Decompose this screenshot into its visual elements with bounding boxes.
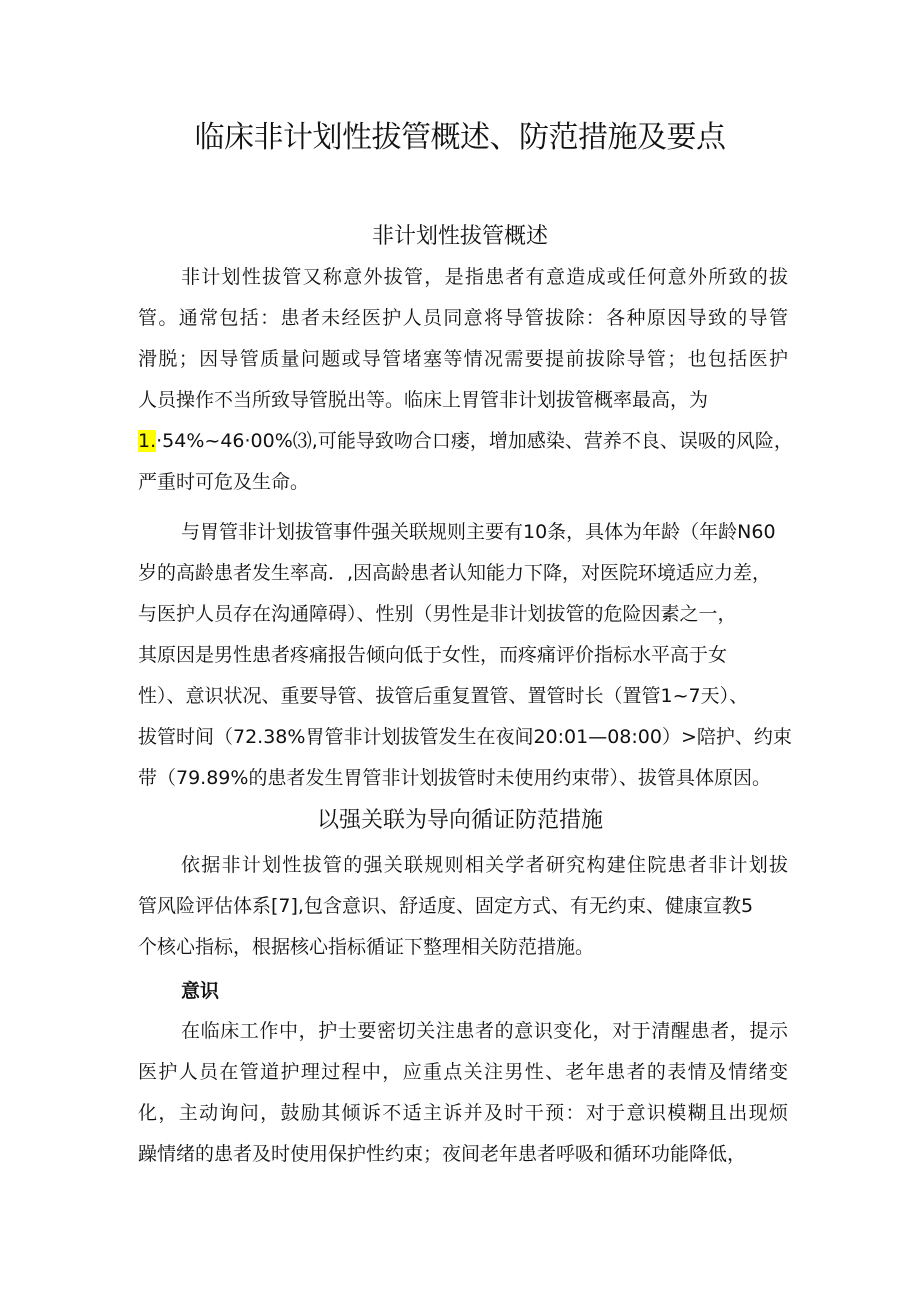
subsection-heading-consciousness: 意识 — [181, 980, 220, 1002]
paragraph-line: 与胃管非计划拔管事件强关联规则主要有10条，具体为年龄（年龄N60 — [181, 521, 776, 543]
paragraph-overview-1 — [138, 257, 793, 503]
paragraph-line: 医护人员在管道护理过程中，应重点关注男性、老年患者的表情及情绪变 — [138, 1061, 788, 1083]
paragraph-line: 滑脱；因导管质量问题或导管堵塞等情况需要提前拔除导管；也包括医护 — [138, 348, 788, 370]
paragraph-line: 人员操作不当所致导管脱出等。临床上胃管非计划拔管概率最高，为 — [138, 389, 709, 411]
paragraph-line: 躁情绪的患者及时使用保护性约束；夜间老年患者呼吸和循环功能降低， — [138, 1143, 747, 1165]
paragraph-prevention-1 — [138, 845, 788, 968]
paragraph-line: 其原因是男性患者疼痛报告倾向低于女性，而疼痛评价指标水平高于女 — [138, 644, 728, 666]
section-heading-prevention: 以强关联为导向循证防范措施 — [316, 808, 603, 833]
paragraph-line-with-highlight — [138, 421, 793, 462]
paragraph-line: 非计划性拔管又称意外拔管，是指患者有意造成或任何意外所致的拔 — [181, 266, 788, 288]
paragraph-line-rest: ·54%~46·00%⑶,可能导致吻合口瘘，增加感染、营养不良、误吸的风险， — [156, 430, 793, 452]
paragraph-line: 拔管时间（72.38%胃管非计划拔管发生在夜间20:01—08:00）>陪护、约束 — [138, 726, 792, 748]
paragraph-line: 与医护人员存在沟通障碍）、性别（男性是非计划拔管的危险因素之一， — [138, 603, 737, 625]
paragraph-line: 性）、意识状况、重要导管、拔管后重复置管、置管时长（置管1~7天）、 — [138, 685, 749, 707]
paragraph-line: 依据非计划性拔管的强关联规则相关学者研究构建住院患者非计划拔 — [181, 854, 788, 876]
document-title: 临床非计划性拔管概述、防范措施及要点 — [194, 120, 726, 155]
paragraph-line: 管风险评估体系[7],包含意识、舒适度、固定方式、有无约束、健康宣教5 — [138, 895, 754, 917]
paragraph-line: 严重时可危及生命。 — [138, 471, 310, 493]
paragraph-line: 带（79.89%的患者发生胃管非计划拔管时未使用约束带）、拔管具体原因。 — [138, 767, 771, 789]
highlighted-text: 1. — [138, 430, 157, 452]
paragraph-line: 在临床工作中，护士要密切关注患者的意识变化，对于清醒患者，提示 — [181, 1020, 788, 1042]
section-heading-overview: 非计划性拔管概述 — [371, 224, 548, 249]
paragraph-line: 岁的高龄患者发生率高．,因高龄患者认知能力下降，对医院环境适应力差， — [138, 562, 772, 584]
paragraph-line: 个核心指标，根据核心指标循证下整理相关防范措施。 — [138, 936, 595, 958]
paragraph-line: 管。通常包括：患者未经医护人员同意将导管拔除：各种原因导致的导管 — [138, 307, 788, 329]
paragraph-line: 化，主动询问，鼓励其倾诉不适主诉并及时干预：对于意识模糊且出现烦 — [138, 1102, 788, 1124]
paragraph-consciousness — [138, 1011, 788, 1175]
paragraph-overview-2 — [138, 512, 792, 799]
